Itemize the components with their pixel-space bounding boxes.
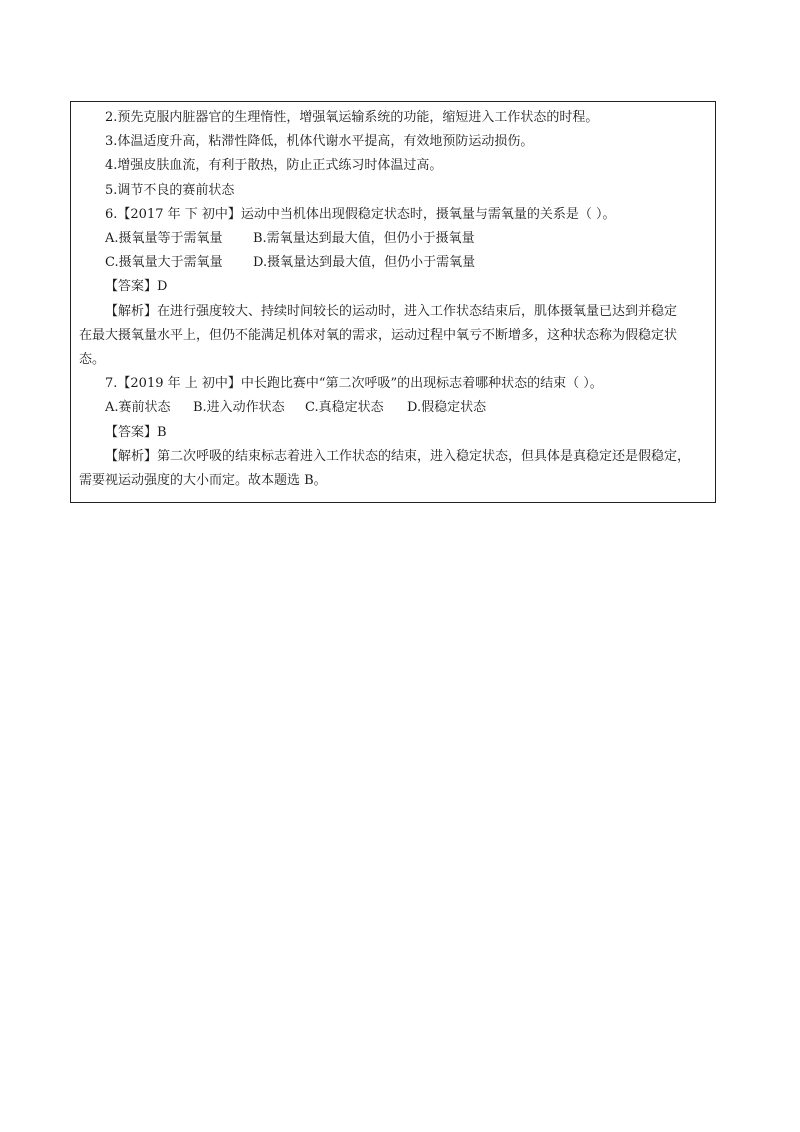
question-6-options-row-2 (105, 255, 475, 271)
question-6: 6.【2017 年 下 初中】运动中当机体出现假稳定状态时，摄氧量与需氧量的关系是（ ）。 (105, 206, 616, 222)
option-a: A.摄氧量等于需氧量 (105, 231, 223, 246)
text-line: 5.调节不良的赛前状态 (105, 182, 235, 198)
explanation-7-line: 【解析】第二次呼吸的结束标志着进入工作状态的结束，进入稳定状态，但具体是真稳定还是假稳定， (105, 448, 691, 464)
answer-7: 【答案】B (105, 424, 167, 440)
explanation-7-line: 需要视运动强度的大小而定。故本题选 B。 (79, 473, 327, 488)
content-box (70, 101, 716, 503)
option-c: C.摄氧量大于需氧量 (105, 255, 223, 271)
option-b: B.进入动作状态 (193, 400, 285, 416)
explanation-6-line: 在最大摄氧量水平上，但仍不能满足机体对氧的需求，运动过程中氧亏不断增多，这种状态称为假稳定状 (79, 327, 678, 343)
option-a: A.赛前状态 (105, 400, 171, 416)
text-line: 4.增强皮肤血流，有利于散热，防止正式练习时体温过高。 (105, 158, 443, 174)
option-b: B.需氧量达到最大值，但仍小于摄氧量 (253, 231, 475, 246)
answer-6: 【答案】D (105, 279, 168, 295)
question-6-options-row-1 (105, 231, 475, 247)
explanation-6-line: 【解析】在进行强度较大、持续时间较长的运动时，进入工作状态结束后，肌体摄氧量已达到并稳定 (105, 303, 678, 319)
question-7-options (105, 400, 486, 416)
explanation-6-line: 态。 (79, 352, 106, 367)
option-d: D.假稳定状态 (407, 400, 487, 416)
option-d: D.摄氧量达到最大值，但仍小于需氧量 (253, 255, 476, 271)
question-7: 7.【2019 年 上 初中】中长跑比赛中“第二次呼吸”的出现标志着哪种状态的结束（ ）。 (105, 376, 603, 392)
option-c: C.真稳定状态 (305, 400, 384, 416)
text-line: 2.预先克服内脏器官的生理惰性，增强氧运输系统的功能，缩短进入工作状态的时程。 (105, 110, 599, 125)
text-line: 3.体温适度升高，粘滞性降低，机体代谢水平提高，有效地预防运动损伤。 (105, 134, 534, 150)
